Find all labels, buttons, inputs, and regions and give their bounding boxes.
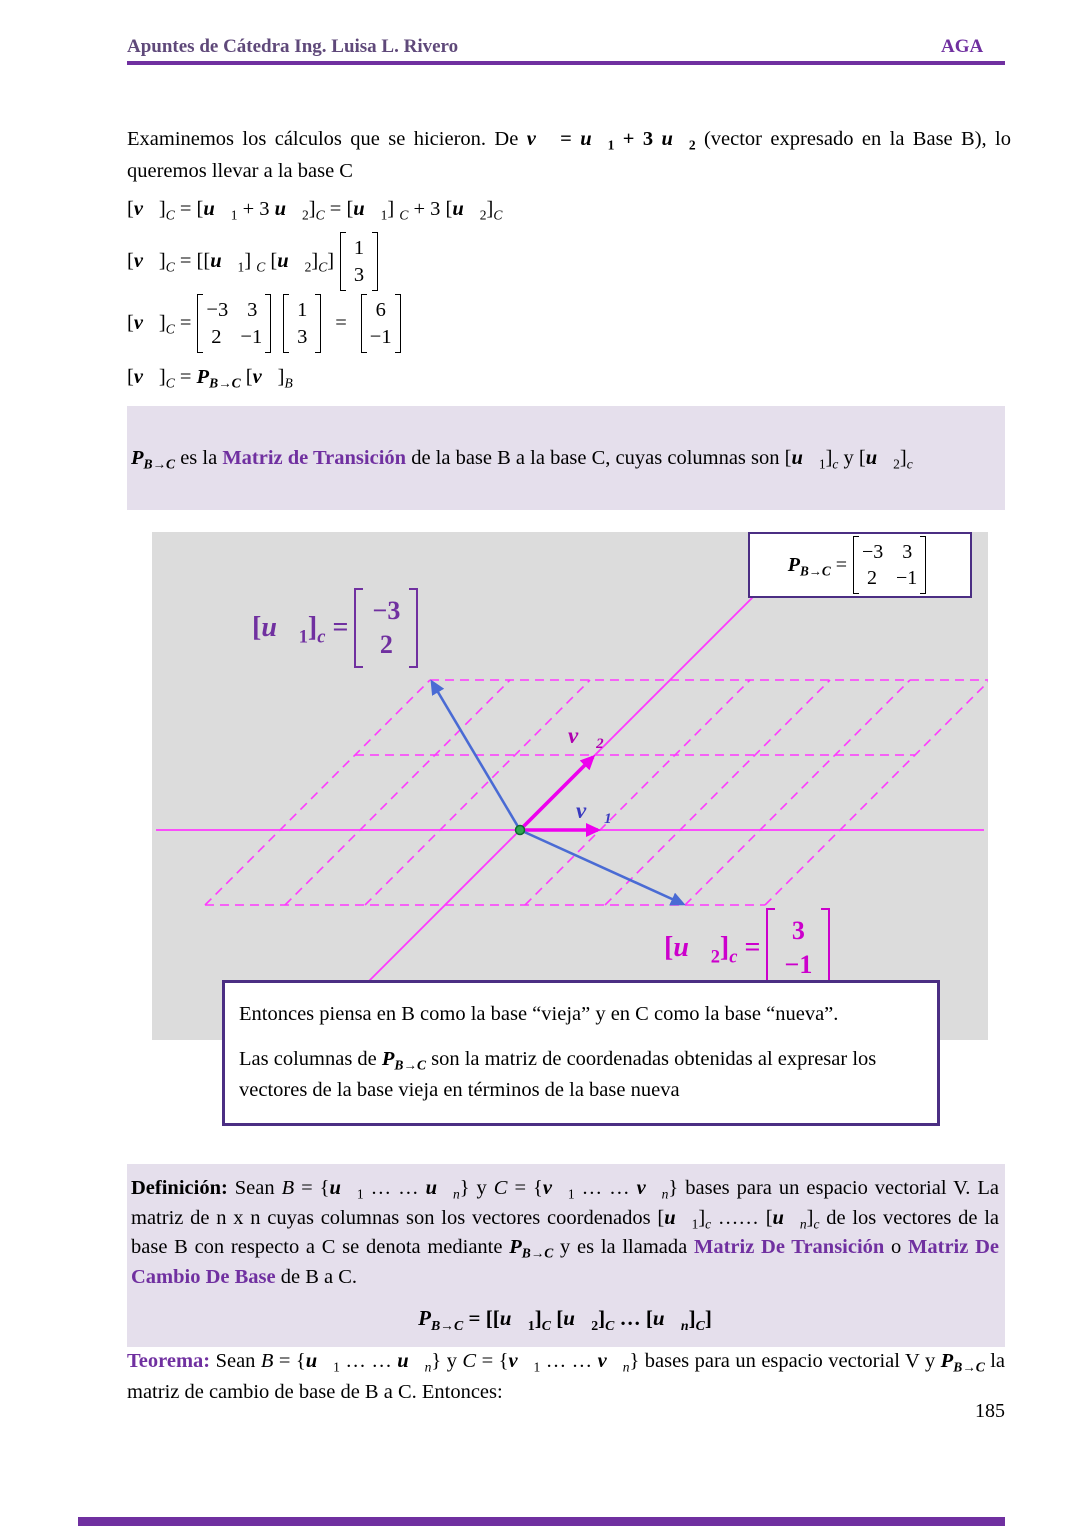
p-matrix-values: −3 3 2 −1 — [853, 536, 926, 594]
basis-explanation-box — [222, 980, 940, 1126]
u1-coordinates-label — [252, 588, 424, 668]
equation-line-4 — [127, 366, 293, 389]
intro-paragraph: Examinemos los cálculos que se hicieron. De v⃗ = $u⃗_1 + 3$ $u⃗_2$ (vector expresado en la Base B), lo queremos llevar a la base C — [127, 128, 1011, 182]
column-vector-1-3: 1 3 — [283, 294, 321, 353]
equation-line-3 — [127, 294, 407, 353]
equation-2-text: $[v⃗]_C$ = [$[u⃗_1]$ $_C$ $[u⃗_2]_C$] — [127, 250, 335, 275]
column-vector-1-3: 1 3 — [340, 232, 378, 291]
p-matrix-label: $P_{B\to C}$ = — [787, 553, 847, 579]
u2-coordinates-prefix: $[u⃗_2]_c$ = — [664, 931, 761, 967]
equation-line-1 — [127, 198, 502, 221]
definition-text: Definición: Sean $B = \{u⃗_1$ … … $u⃗_n$} y $C = \{v⃗_1$ … … $v⃗_n$} bases para un espacio vectorial V. La matriz de n x n cuyas columnas son los vectores coordenados $[u⃗_1]_c$ …… $[u⃗_n]_c$ de los vectores de la base B con respecto a C se denota mediante $P_{B\to C}$ y es la llamada Matriz De Transición o Matriz De Cambio De Base de B a C. — [131, 1177, 1000, 1289]
u2-coordinate-vector: 3 −1 — [766, 908, 830, 988]
header-course-code: AGA — [941, 36, 984, 57]
change-of-basis-figure — [152, 532, 988, 1040]
footer-rule — [78, 1517, 1005, 1526]
v1-label: $v⃗_1$ — [576, 798, 612, 827]
transition-matrix-note-text: $P_{B\to C}$ es la Matriz de Transición de la base B a la base C, cuyas columnas son $[u⃗_1]_c$ y $[u⃗_2]_c$ — [131, 446, 913, 472]
equation-line-2 — [127, 232, 384, 291]
page-number: 185 — [975, 1400, 1005, 1422]
u1-coordinate-vector: −3 2 — [354, 588, 418, 668]
equation-3-text: $[v⃗]_C$ = — [127, 312, 192, 337]
vector-u2-arrow — [520, 830, 683, 904]
basis-explanation-line-2: Las columnas de $P_{B\to C}$ son la matriz de coordenadas obtenidas al expresar los vectores de la base vieja en términos de la base nueva — [239, 1047, 877, 1101]
u2-coordinates-label — [664, 908, 836, 988]
equals-sign: = — [335, 312, 347, 335]
v2-label: $v⃗_2$ — [568, 723, 604, 752]
definition-block — [127, 1164, 1005, 1347]
equation-1-text: $[v⃗]_C$ = [$u⃗_1 + 3$ $u⃗_2]_C$ = $[u⃗_1] _C + 3$ $[u⃗_2]_C$ — [127, 198, 503, 223]
u1-coordinates-prefix: $[u⃗_1]_c$ = — [252, 611, 349, 647]
result-vector-6-neg1: 6 −1 — [361, 294, 401, 353]
theorem-paragraph: Teorema: Sean $B = \{u⃗_1$ … … $u⃗_n$} y $C = \{v⃗_1$ … … $v⃗_n$} bases para un espacio vectorial V y $P_{B\to C}$ la matriz de cambio de base de B a C. Entonces: — [127, 1350, 1006, 1403]
vector-u1-arrow — [432, 682, 520, 830]
header-author: Apuntes de Cátedra Ing. Luisa L. Rivero — [127, 36, 459, 57]
equation-4-text: $[v⃗]_C = P_{B\to C}$ $[v⃗]_B$ — [127, 366, 293, 391]
basis-explanation-line-1: Entonces piensa en B como la base “vieja” y en C como la base “nueva”. — [239, 1003, 839, 1025]
transition-matrix-box — [748, 532, 972, 598]
transition-matrix-general-equation: $P_{B\to C}$ = [$[u⃗_1]_C$ $[u⃗_2]_C$ … $[u⃗_n]_C$] — [418, 1305, 712, 1333]
dashed-lattice — [205, 680, 988, 905]
origin-dot — [516, 826, 525, 835]
transition-matrix-2x2: −3 3 2 −1 — [197, 294, 271, 353]
transition-matrix-note — [127, 406, 1005, 510]
header-rule — [127, 61, 1005, 65]
